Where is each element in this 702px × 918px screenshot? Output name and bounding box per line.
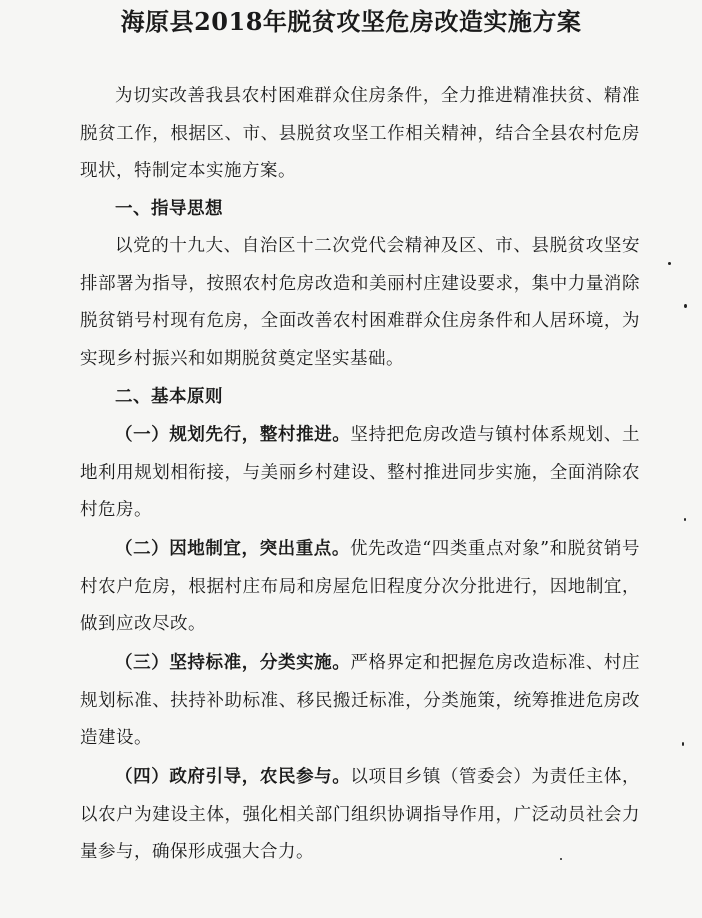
scan-speck: [684, 518, 686, 521]
principle-lead-3: （三）坚持标准，分类实施。: [115, 653, 351, 673]
scan-speck: [560, 858, 562, 860]
scan-speck: [682, 742, 684, 746]
principle-lead-2: （二）因地制宜，突出重点。: [115, 539, 350, 559]
principle-paragraph-1: [80, 417, 640, 530]
principle-text-2: 优先改造“四类重点对象”和脱贫销号村农户危房，根据村庄布局和房屋危旧程度分次分批进行，因地制宜，做到应改尽改。: [80, 539, 640, 634]
principle-paragraph-2: [80, 531, 640, 644]
principle-paragraph-4: [80, 759, 640, 872]
principle-lead-1: （一）规划先行，整村推进。: [115, 425, 351, 445]
principle-lead-4: （四）政府引导，农民参与。: [115, 767, 351, 787]
principle-text-1: 坚持把危房改造与镇村体系规划、土地利用规划相衔接，与美丽乡村建设、整村推进同步实施，全面消除农村危房。: [80, 425, 641, 520]
intro-paragraph: 为切实改善我县农村困难群众住房条件，全力推进精准扶贫、精准脱贫工作，根据区、市、县脱贫攻坚工作相关精神，结合全县农村危房现状，特制定本实施方案。: [80, 86, 640, 181]
principle-text-4: 以项目乡镇（管委会）为责任主体，以农户为建设主体，强化相关部门组织协调指导作用，广泛动员社会力量参与，确保形成强大合力。: [80, 767, 641, 862]
guiding-thought-paragraph: 以党的十九大、自治区十二次党代会精神及区、市、县脱贫攻坚安排部署为指导，按照农村危房改造和美丽村庄建设要求，集中力量消除脱贫销号村现有危房，全面改善农村困难群众住房条件和人居环境，为实现乡村振兴和如期脱贫奠定坚实基础。: [80, 236, 640, 369]
principle-text-3: 严格界定和把握危房改造标准、村庄规划标准、扶持补助标准、移民搬迁标准，分类施策，统筹推进危房改造建设。: [80, 653, 641, 748]
principle-paragraph-3: [80, 645, 640, 758]
section-heading-basic-principles: 二、基本原则: [115, 387, 223, 407]
scan-speck: [684, 304, 687, 308]
document-title: 海原县2018年脱贫攻坚危房改造实施方案: [120, 7, 582, 36]
scan-speck: [668, 262, 671, 265]
section-heading-guiding-thought: 一、指导思想: [115, 199, 223, 219]
